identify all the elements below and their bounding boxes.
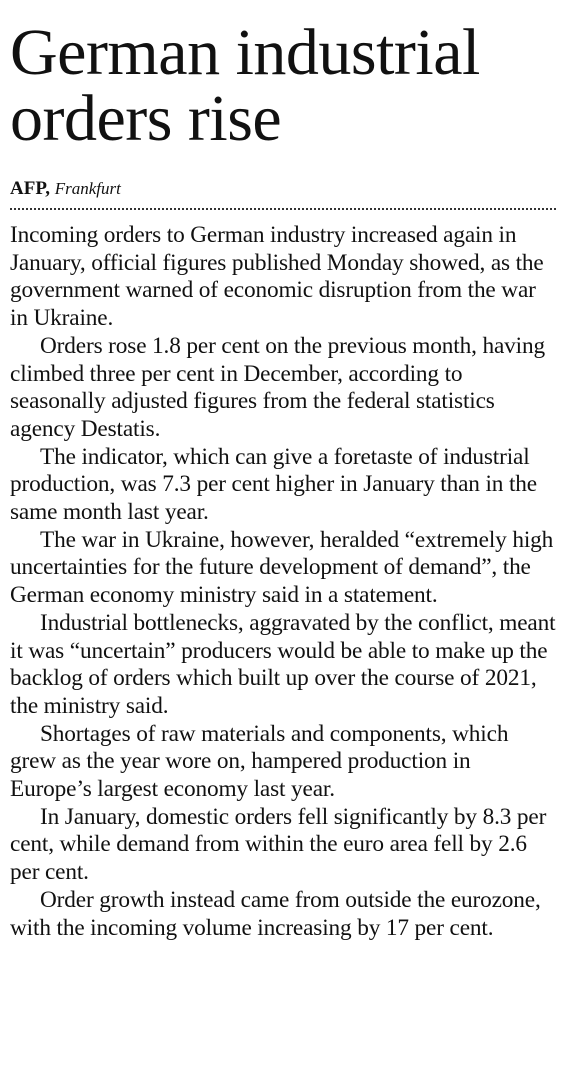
article-body [10, 222, 557, 942]
paragraph: Orders rose 1.8 per cent on the previous month, having climbed three per cent in December, according to seasonally adjusted figures from the federal statistics agency Destatis. [10, 332, 545, 442]
byline [10, 178, 557, 200]
byline-agency: AFP, [10, 178, 50, 199]
headline-line-2: orders rise [10, 82, 282, 155]
paragraph: The indicator, which can give a foretaste of industrial production, was 7.3 per cent higher in January than in the same month last year. [10, 443, 537, 526]
headline-line-1: German industrial [10, 16, 480, 89]
paragraph: Order growth instead came from outside the eurozone, with the incoming volume increasing by 17 per cent. [10, 886, 541, 941]
paragraph: In January, domestic orders fell significantly by 8.3 per cent, while demand from within the euro area fell by 2.6 per cent. [10, 803, 547, 886]
byline-location: Frankfurt [54, 179, 121, 198]
paragraph: The war in Ukraine, however, heralded “extremely high uncertainties for the future development of demand”, the German economy ministry said in a statement. [10, 526, 554, 609]
dotted-divider [10, 208, 556, 210]
paragraph: Industrial bottlenecks, aggravated by the conflict, meant it was “uncertain” producers would be able to make up the backlog of orders which built up over the course of 2021, the ministry said. [10, 609, 556, 719]
paragraph: Shortages of raw materials and components, which grew as the year wore on, hampered production in Europe’s largest economy last year. [10, 720, 509, 803]
headline [10, 0, 557, 155]
paragraph: Incoming orders to German industry increased again in January, official figures published Monday showed, as the government warned of economic disruption from the war in Ukraine. [10, 222, 544, 332]
